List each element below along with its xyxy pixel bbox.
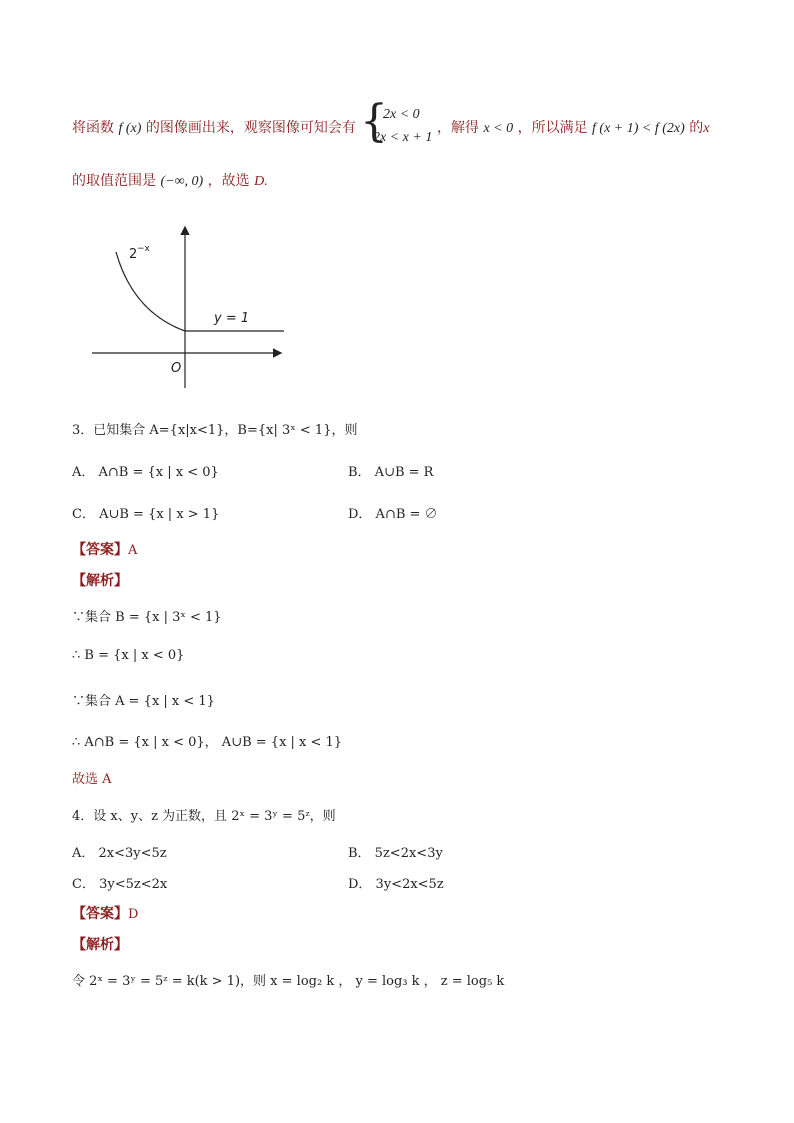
- intro-line-1: [72, 117, 356, 137]
- intro-text-6: 的取值范围是: [72, 173, 156, 189]
- intro-text-3: ，解得: [437, 120, 479, 136]
- intro-line-2: [72, 170, 268, 190]
- q4-answer-label: 【答案】: [72, 906, 128, 922]
- curve-2-neg-x: [116, 252, 185, 331]
- q3-option-c: C． A∪B = {x | x > 1}: [72, 507, 220, 522]
- q3-option-a: A． A∩B = {x | x < 0}: [72, 465, 219, 480]
- q4-answer-value: D: [128, 907, 139, 922]
- q4-stem: 4．设 x、y、z 为正数，且 2ˣ = 3ʸ = 5ᶻ，则: [72, 809, 336, 824]
- intro-text-5: 的: [689, 120, 704, 136]
- q4-option-b: B． 5z<2x<3y: [348, 846, 443, 861]
- q3-step-3: ∵集合 A = {x | x < 1}: [72, 694, 215, 709]
- intro-text-1: 将函数: [72, 120, 114, 136]
- system-brace: {: [360, 96, 388, 147]
- intro-text-2: 的图像画出来，观察图像可知会有: [145, 120, 356, 136]
- line-label: y = 1: [214, 311, 250, 326]
- q3-stem: 3．已知集合 A={x|x<1}，B={x| 3ˣ < 1}，则: [72, 423, 358, 438]
- q4-step-1: 令 2ˣ = 3ʸ = 5ᶻ = k(k > 1)，则 x = log₂ k ， y = log₃ k ， z = log₅ k: [72, 974, 505, 989]
- curve-label-exponent: −x: [137, 244, 150, 254]
- origin-label: O: [171, 361, 182, 376]
- q3-analysis-label: 【解析】: [72, 573, 128, 589]
- function-graph: [88, 222, 293, 390]
- system-line-2: 2x < x + 1: [373, 130, 433, 145]
- system-line-1: 2x < 0: [383, 107, 420, 122]
- intro-var-x: x: [703, 121, 710, 136]
- q4-answer: [72, 903, 138, 923]
- intro-text-4: ，所以满足: [517, 120, 588, 136]
- q3-answer: [72, 539, 137, 559]
- q3-answer-value: A: [128, 543, 138, 558]
- intro-line-1b: [437, 117, 709, 137]
- intro-solution: x < 0: [483, 121, 514, 136]
- intro-choice: D.: [254, 174, 268, 189]
- q4-analysis-label: 【解析】: [72, 937, 128, 953]
- q3-step-4: ∴ A∩B = {x | x < 0}， A∪B = {x | x < 1}: [72, 735, 343, 750]
- intro-fx: f (x): [118, 121, 142, 136]
- intro-range: (−∞, 0): [160, 174, 204, 189]
- q3-option-d: D． A∩B = ∅: [348, 507, 438, 522]
- q3-conclusion: 故选 A: [72, 772, 112, 787]
- intro-text-7: ，故选: [207, 173, 250, 189]
- q4-option-c: C． 3y<5z<2x: [72, 877, 168, 892]
- intro-inequality: f (x + 1) < f (2x): [592, 121, 685, 136]
- q3-answer-label: 【答案】: [72, 542, 128, 558]
- q3-step-1: ∵集合 B = {x | 3ˣ < 1}: [72, 610, 222, 625]
- curve-label: 2: [129, 247, 138, 262]
- q3-option-b: B． A∪B = R: [348, 465, 434, 480]
- q4-option-a: A． 2x<3y<5z: [72, 846, 167, 861]
- q3-step-2: ∴ B = {x | x < 0}: [72, 648, 185, 663]
- q4-option-d: D． 3y<2x<5z: [348, 877, 444, 892]
